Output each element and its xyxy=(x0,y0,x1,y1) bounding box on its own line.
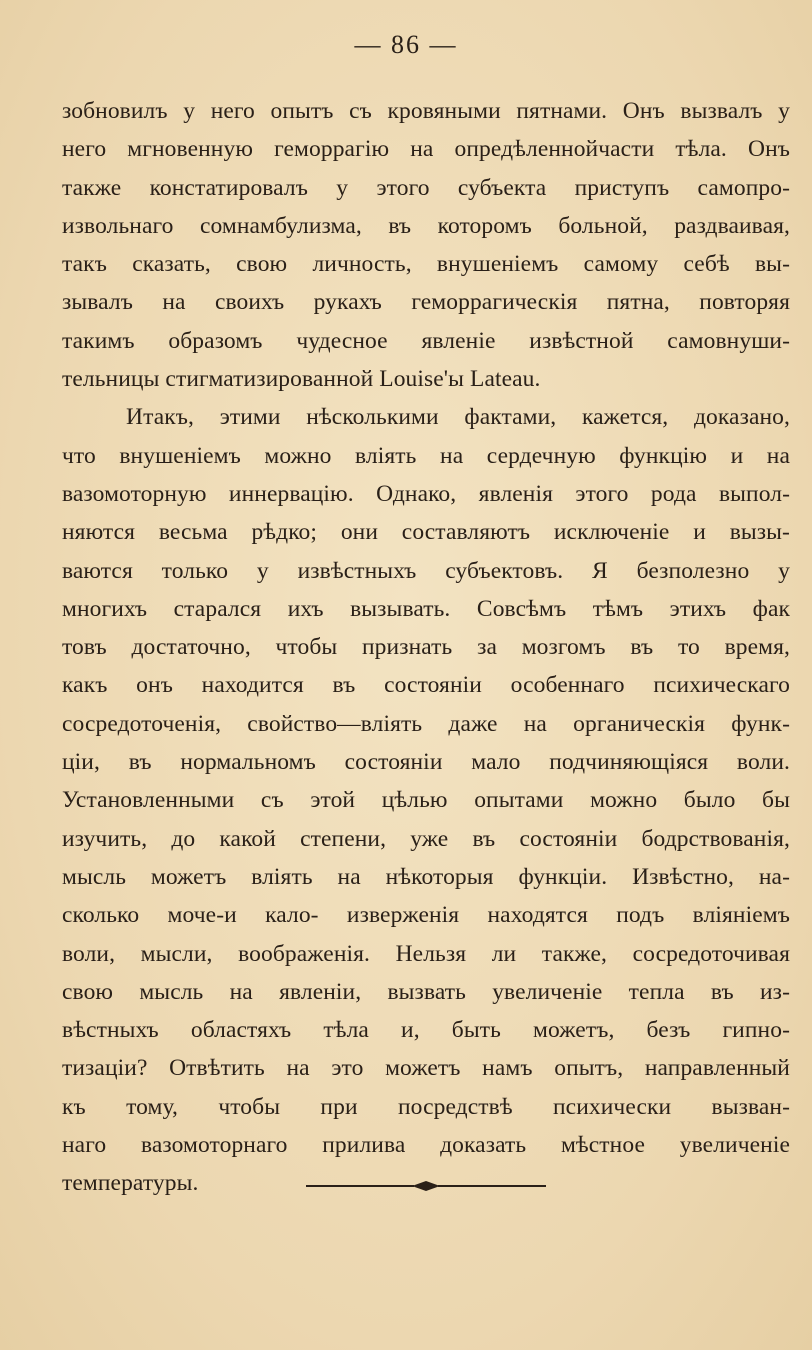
text-line: многихъ старался ихъ вызывать. Совсѣмъ тѣмъ этихъ фак xyxy=(62,595,790,622)
text-line: ваются только у извѣстныхъ субъектовъ. Я безполезно у xyxy=(62,557,790,584)
text-line: вѣстныхъ областяхъ тѣла и, быть можетъ, безъ гипно- xyxy=(62,1017,790,1044)
text-line-paragraph-start: Итакъ, этими нѣсколькими фактами, кажется, доказано, xyxy=(126,404,790,431)
text-line: сосредоточенія, свойство—вліять даже на органическія функ- xyxy=(62,710,790,737)
text-line: что внушеніемъ можно вліять на сердечную функцію и на xyxy=(62,442,790,469)
text-line: такъ сказать, свою личность, внушеніемъ самому себѣ вы- xyxy=(62,251,790,278)
text-line: ціи, въ нормальномъ состояніи мало подчиняющіяся воли. xyxy=(62,749,790,776)
text-line: зобновилъ у него опытъ съ кровяными пятнами. Онъ вызвалъ у xyxy=(62,98,790,124)
text-line: свою мысль на явленіи, вызвать увеличеніе тепла въ из- xyxy=(62,978,790,1005)
text-line: изучить, до какой степени, уже въ состояніи бодрствованія, xyxy=(62,825,790,852)
text-line: тизаціи? Отвѣтить на это можетъ намъ опытъ, направленный xyxy=(62,1055,790,1082)
text-line-paragraph-end: тельницы стигматизированной Louise'ы Lateau. xyxy=(62,366,541,393)
text-line: воли, мысли, воображенія. Нельзя ли также, сосредоточивая xyxy=(62,940,790,967)
rule-center-diamond xyxy=(412,1181,440,1191)
text-line: мысль можетъ вліять на нѣкоторыя функціи. Извѣстно, на- xyxy=(62,863,790,890)
text-line: Установленными съ этой цѣлью опытами можно было бы xyxy=(62,787,790,814)
text-line: вазомоторную иннервацію. Однако, явленія этого рода выпол- xyxy=(62,480,790,507)
text-line: него мгновенную геморрагію на опредѣленнойчасти тѣла. Онъ xyxy=(62,136,790,163)
text-line: какъ онъ находится въ состояніи особеннаго психическаго xyxy=(62,672,790,699)
text-line: няются весьма рѣдко; они составляютъ исключеніе и вызы- xyxy=(62,519,790,546)
text-line: также констатировалъ у этого субъекта приступъ самопро- xyxy=(62,174,790,201)
text-line: зывалъ на своихъ рукахъ геморрагическія пятна, повторяя xyxy=(62,289,790,316)
text-line: къ тому, чтобы при посредствѣ психически вызван- xyxy=(62,1093,790,1120)
text-line: наго вазомоторнаго прилива доказать мѣстное увеличеніе xyxy=(62,1132,790,1159)
page-number: — 86 — xyxy=(354,30,458,59)
text-line-paragraph-end: температуры. xyxy=(62,1170,199,1197)
text-line: извольнаго сомнамбулизма, въ которомъ больной, раздваивая, xyxy=(62,212,790,239)
text-line: товъ достаточно, чтобы признать за мозгомъ въ то время, xyxy=(62,634,790,661)
section-end-rule xyxy=(306,1176,546,1196)
body-text xyxy=(62,92,790,1203)
text-line: такимъ образомъ чудесное явленіе извѣстной самовнуши- xyxy=(62,327,790,354)
text-line: сколько моче-и кало- изверженія находятся подъ вліяніемъ xyxy=(62,902,790,929)
